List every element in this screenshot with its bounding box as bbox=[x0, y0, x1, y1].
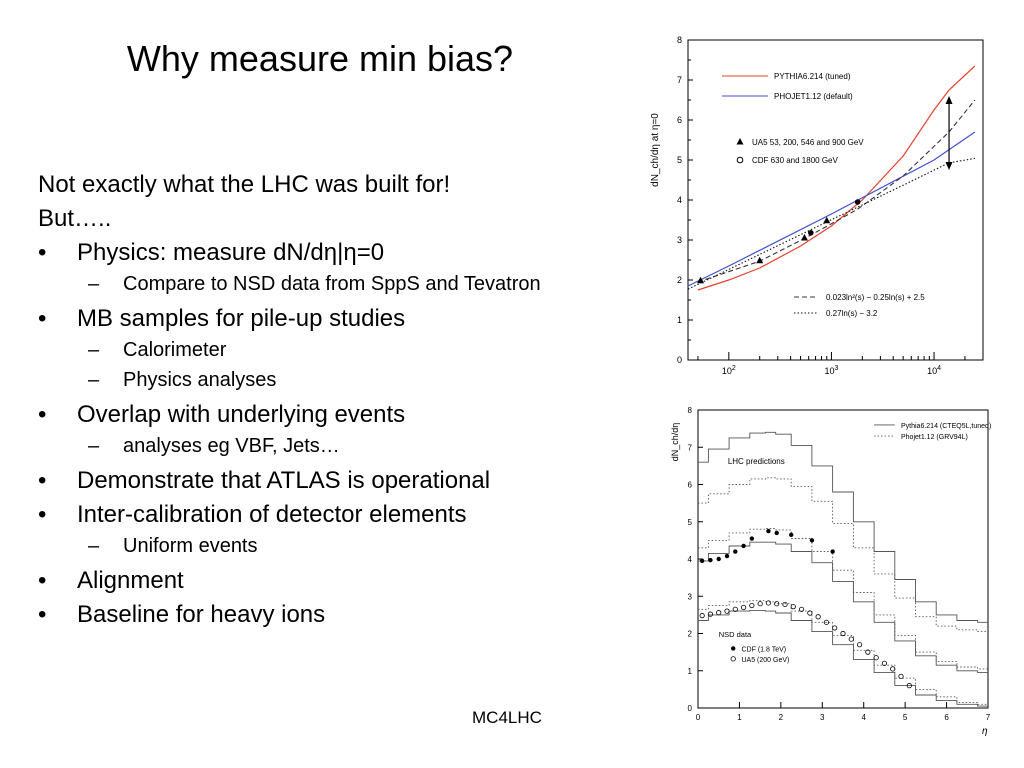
y-tick-label: 8 bbox=[687, 406, 692, 415]
cdf-data-point bbox=[766, 529, 770, 533]
legend-label: UA5 53, 200, 546 and 900 GeV bbox=[752, 138, 864, 147]
legend-swatch bbox=[731, 646, 735, 650]
x-tick-label: $10^3$ bbox=[824, 365, 839, 376]
bullet-text: MB samples for pile-up studies bbox=[77, 305, 406, 332]
y-tick-label: 2 bbox=[687, 629, 692, 639]
bullet-item bbox=[38, 302, 598, 336]
bullet-text: Baseline for heavy ions bbox=[77, 601, 326, 628]
ua5-data-point bbox=[833, 626, 837, 630]
cdf-data-point bbox=[741, 544, 745, 548]
ua5-data-point bbox=[891, 667, 895, 671]
sub-bullet-item bbox=[38, 534, 598, 558]
cdf-data-point bbox=[830, 549, 834, 553]
x-tick-label: $10^2$ bbox=[721, 365, 736, 376]
legend-swatch bbox=[737, 157, 743, 163]
bullet-icon: • bbox=[38, 501, 47, 528]
bullet-icon: • bbox=[38, 305, 47, 332]
bullet-item bbox=[38, 398, 598, 432]
multiplicity-vs-energy-chart bbox=[640, 30, 995, 382]
bullet-item bbox=[38, 464, 598, 498]
ua5-data-point bbox=[899, 674, 903, 678]
bullet-text: Overlap with underlying events bbox=[77, 401, 406, 428]
cdf-data-point bbox=[808, 230, 814, 236]
ua5-data-point bbox=[750, 603, 754, 607]
x-tick-label: 0 bbox=[695, 713, 701, 722]
y-tick-label: 8 bbox=[676, 35, 682, 45]
cdf-data-point bbox=[750, 536, 754, 540]
sub-bullet-item bbox=[38, 368, 598, 392]
legend-swatch bbox=[731, 657, 735, 661]
sub-bullet-text: analyses eg VBF, Jets… bbox=[123, 435, 340, 457]
y-axis-label: dN_ch/dη at η=0 bbox=[650, 113, 661, 187]
y-tick-label: 0 bbox=[687, 704, 692, 713]
bullet-item bbox=[38, 236, 598, 270]
y-tick-label: 3 bbox=[676, 235, 682, 245]
legend-label: UA5 (200 GeV) bbox=[741, 656, 790, 664]
bullet-text: Demonstrate that ATLAS is operational bbox=[77, 467, 491, 494]
ua5-data-point bbox=[758, 602, 762, 606]
x-tick-label: 4 bbox=[861, 713, 866, 722]
ua5-data-point bbox=[783, 602, 787, 606]
cdf-data-point bbox=[775, 531, 779, 535]
sub-bullet-text: Compare to NSD data from SppS and Tevatron bbox=[123, 273, 541, 295]
ua5-data-point bbox=[717, 610, 721, 614]
x-tick-label: 1 bbox=[737, 713, 742, 722]
x-tick-label: 6 bbox=[944, 713, 949, 722]
legend-label: PYTHIA6.214 (tuned) bbox=[774, 72, 851, 81]
ua5-data-point bbox=[697, 277, 704, 284]
cdf-data-point bbox=[717, 557, 721, 561]
legend-label: CDF (1.8 TeV) bbox=[741, 646, 787, 654]
cdf-data-point bbox=[733, 549, 737, 553]
y-tick-label: 2 bbox=[676, 275, 682, 285]
y-tick-label: 7 bbox=[676, 75, 682, 85]
ua5-data-point bbox=[766, 601, 770, 605]
series-line-2 bbox=[698, 100, 975, 282]
sub-bullet-text: Uniform events bbox=[123, 535, 258, 557]
intro-line: But….. bbox=[38, 205, 112, 232]
bullet-icon: • bbox=[38, 467, 47, 494]
cdf-data-point bbox=[700, 559, 704, 563]
y-tick-label: 4 bbox=[676, 195, 682, 205]
y-tick-label: 3 bbox=[687, 592, 692, 602]
dash-icon: – bbox=[88, 435, 100, 457]
bullet-icon: • bbox=[38, 401, 47, 428]
ua5-data-point bbox=[849, 637, 853, 641]
cdf-data-point bbox=[725, 554, 729, 558]
sub-bullet-text: Calorimeter bbox=[123, 339, 227, 361]
x-tick-label: 5 bbox=[902, 713, 908, 722]
nsd-data-label: NSD data bbox=[718, 630, 752, 640]
bullet-item bbox=[38, 498, 598, 532]
bullet-text: Inter-calibration of detector elements bbox=[77, 501, 467, 528]
slide-content bbox=[38, 168, 598, 632]
y-tick-label: 1 bbox=[676, 315, 682, 325]
ua5-data-point bbox=[791, 604, 795, 608]
legend-label: Pythia6.214 (CTEQ5L,tuned) bbox=[901, 422, 992, 430]
arrow-head-up bbox=[946, 96, 953, 104]
ua5-data-point bbox=[816, 615, 820, 619]
legend-label: 0.023ln²(s) − 0.25ln(s) + 2.5 bbox=[826, 293, 925, 302]
y-tick-label: 0 bbox=[676, 355, 682, 365]
ua5-data-point bbox=[700, 613, 704, 617]
bullet-icon: • bbox=[38, 239, 47, 266]
y-tick-label: 1 bbox=[687, 666, 692, 676]
y-tick-label: 5 bbox=[687, 517, 692, 527]
ua5-data-point bbox=[725, 609, 729, 613]
cdf-data-point bbox=[789, 533, 793, 537]
slide-footer: MC4LHC bbox=[472, 708, 542, 727]
x-tick-label: 7 bbox=[985, 713, 991, 722]
y-tick-label: 5 bbox=[676, 155, 682, 165]
ua5-data-point bbox=[741, 605, 745, 609]
bullet-icon: • bbox=[38, 567, 47, 594]
cdf-data-point bbox=[855, 199, 861, 205]
x-tick-label: 3 bbox=[820, 713, 825, 722]
bullet-text: Alignment bbox=[77, 567, 184, 594]
ua5-data-point bbox=[857, 642, 861, 646]
ua5-data-point bbox=[874, 656, 878, 660]
dash-icon: – bbox=[88, 535, 100, 557]
bullet-icon: • bbox=[38, 601, 47, 628]
cdf-data-point bbox=[810, 538, 814, 542]
ua5-data-point bbox=[841, 631, 845, 635]
dash-icon: – bbox=[88, 273, 100, 295]
x-tick-label: 2 bbox=[778, 713, 784, 722]
ua5-data-point bbox=[708, 612, 712, 616]
sub-bullet-item bbox=[38, 338, 598, 362]
sub-bullet-item bbox=[38, 434, 598, 458]
sub-bullet-item bbox=[38, 272, 598, 296]
y-axis-label: dN_ch/dη bbox=[670, 422, 680, 462]
y-tick-label: 6 bbox=[676, 115, 682, 125]
sub-bullet-text: Physics analyses bbox=[123, 369, 277, 391]
legend-label: 0.27ln(s) − 3.2 bbox=[826, 309, 878, 318]
bullet-item bbox=[38, 598, 598, 632]
slide-title: Why measure min bias? bbox=[126, 38, 514, 79]
bullet-item bbox=[38, 564, 598, 598]
arrow-head-down bbox=[946, 162, 953, 170]
ua5-data-point bbox=[801, 234, 808, 241]
legend-label: PHOJET1.12 (default) bbox=[774, 92, 853, 101]
lhc-predictions-label: LHC predictions bbox=[727, 457, 785, 467]
x-tick-label: $10^4$ bbox=[927, 365, 942, 376]
x-axis-label: η bbox=[982, 726, 988, 737]
legend-label: CDF 630 and 1800 GeV bbox=[752, 156, 838, 165]
y-tick-label: 4 bbox=[687, 555, 692, 564]
dash-icon: – bbox=[88, 339, 100, 361]
y-tick-label: 6 bbox=[687, 480, 692, 490]
intro-line: Not exactly what the LHC was built for! bbox=[38, 171, 451, 198]
dash-icon: – bbox=[88, 369, 100, 391]
legend-label: Phojet1.12 (GRV94L) bbox=[901, 434, 968, 442]
bullet-text: Physics: measure dN/dη|η=0 bbox=[77, 239, 385, 266]
y-tick-label: 7 bbox=[687, 443, 692, 453]
multiplicity-vs-eta-chart bbox=[664, 404, 1000, 748]
legend-swatch bbox=[737, 138, 744, 145]
cdf-data-point bbox=[708, 558, 712, 562]
